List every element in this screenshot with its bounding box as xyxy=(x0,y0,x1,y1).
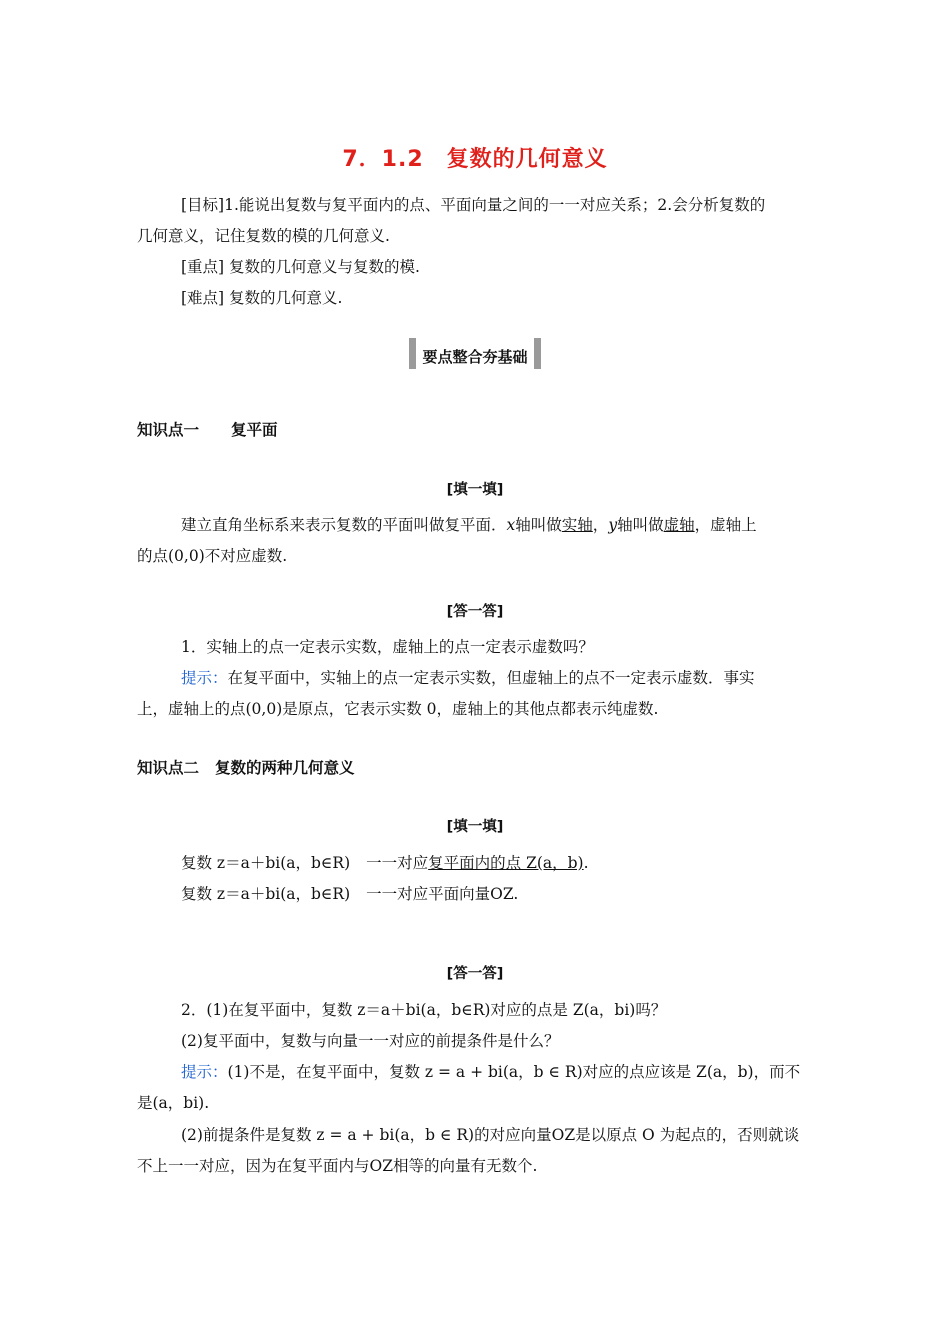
fill-label-2: [填一填] xyxy=(446,819,504,835)
line2-prefix: 复数 z＝a＋bi(a，b∈R) xyxy=(181,885,351,903)
correspondence-line-2 xyxy=(181,879,815,910)
answer-1 xyxy=(137,663,815,694)
var-y: y xyxy=(608,516,618,534)
fill-text-b: 轴叫做 xyxy=(515,516,562,534)
fill-text-d: ，虚轴上 xyxy=(694,516,757,534)
fill-text-a: 建立直角坐标系来表示复数的平面叫做复平面． xyxy=(181,516,507,534)
answer-1-cont: 上，虚轴上的点(0,0)是原点，它表示实数 0，虚轴上的其他点都表示纯虚数. xyxy=(137,700,659,718)
question-2-part2: (2)复平面中，复数与向量一一对应的前提条件是什么？ xyxy=(181,1032,560,1050)
section1-heading-number: 知识点一 xyxy=(137,421,200,439)
target-tag: [目标] xyxy=(181,196,225,214)
answer-2-cont: 是(a，bi). xyxy=(137,1094,210,1112)
qa-label-2: [答一答] xyxy=(446,966,504,982)
difficulty-point xyxy=(137,283,815,314)
hint-label-1: 提示： xyxy=(181,669,228,687)
var-x: x xyxy=(506,516,516,534)
difficulty-text: 复数的几何意义. xyxy=(229,289,343,307)
banner-bar-left xyxy=(409,338,416,369)
question-1: 1．实轴上的点一定表示实数，虚轴上的点一定表示虚数吗？ xyxy=(181,638,594,656)
fill-comma: ， xyxy=(592,516,609,534)
line2-rest: 一一对应平面向量OZ. xyxy=(366,885,519,903)
answer-2-part2-cont: 不上一一对应，因为在复平面内与OZ相等的向量有无数个. xyxy=(137,1157,538,1175)
goal-paragraph xyxy=(137,190,815,221)
key-text: 复数的几何意义与复数的模. xyxy=(229,258,420,276)
line1-prefix: 复数 z＝a＋bi(a，b∈R) xyxy=(181,854,351,872)
answer-2-part2: (2)前提条件是复数 z = a + bi(a，b ∈ R)的对应向量OZ是以原点 O 为起点的，否则就谈 xyxy=(181,1126,800,1144)
goal-paragraph-cont: 几何意义，记住复数的模的几何意义. xyxy=(137,227,390,245)
section1-fill-text-cont: 的点(0,0)不对应虚数. xyxy=(137,547,288,565)
fill-text-c: 轴叫做 xyxy=(617,516,664,534)
answer-2 xyxy=(137,1057,815,1088)
fill-label-1: [填一填] xyxy=(446,482,504,498)
line1-end: . xyxy=(583,854,589,872)
section1-fill-text xyxy=(137,510,815,541)
key-tag: [重点] xyxy=(181,258,225,276)
page-title: 7．1.2 复数的几何意义 xyxy=(342,147,608,172)
line1-middle: 一一对应 xyxy=(366,854,429,872)
question-2: 2．(1)在复平面中，复数 z＝a＋bi(a，b∈R)对应的点是 Z(a，bi)吗？ xyxy=(181,1001,667,1019)
correspondence-line-1 xyxy=(181,848,815,879)
qa-label-1: [答一答] xyxy=(446,604,504,620)
answer-1-text: 在复平面中，实轴上的点一定表示实数，但虚轴上的点不一定表示虚数．事实 xyxy=(227,669,755,687)
section-banner xyxy=(0,338,950,373)
difficulty-tag: [难点] xyxy=(181,289,225,307)
banner-text: 要点整合夯基础 xyxy=(422,348,528,366)
section2-heading-title: 复数的两种几何意义 xyxy=(215,759,355,777)
section1-heading xyxy=(137,418,278,440)
banner-bar-right xyxy=(534,338,541,369)
section2-heading-number: 知识点二 xyxy=(137,759,200,777)
target-text: 1.能说出复数与复平面内的点、平面向量之间的一一对应关系；2.会分析复数的 xyxy=(224,196,766,214)
imag-axis-answer: 虚轴 xyxy=(663,516,695,534)
section1-heading-title: 复平面 xyxy=(231,421,278,439)
hint-label-2: 提示： xyxy=(181,1063,228,1081)
line1-answer: 复平面内的点 Z(a，b) xyxy=(428,854,584,872)
section2-heading xyxy=(137,756,355,778)
key-point xyxy=(137,252,815,283)
answer-2-text: (1)不是，在复平面中，复数 z = a + bi(a，b ∈ R)对应的点应该是 Z(a，b)，而不 xyxy=(227,1063,801,1081)
real-axis-answer: 实轴 xyxy=(561,516,593,534)
